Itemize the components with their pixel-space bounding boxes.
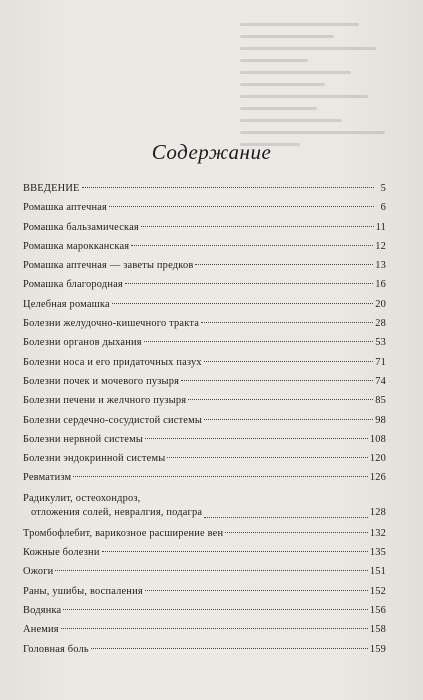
- leader-dots: [204, 361, 373, 362]
- toc-entry: [23, 353, 386, 372]
- entry-page: 132: [369, 527, 386, 539]
- leader-dots: [73, 476, 368, 477]
- toc-entry: [23, 411, 386, 430]
- toc-entry: [23, 562, 386, 581]
- leader-dots: [144, 341, 373, 342]
- entry-page: 108: [369, 433, 386, 445]
- entry-page: 5: [380, 183, 386, 194]
- leader-dots: [63, 609, 367, 610]
- entry-page: 16: [375, 279, 386, 291]
- entry-page: 135: [369, 547, 386, 559]
- entry-title: Болезни носа и его придаточных пазух: [23, 356, 202, 368]
- toc-entry: [23, 543, 386, 562]
- leader-dots: [102, 551, 368, 552]
- toc-entry: [23, 295, 386, 314]
- leader-dots: [201, 322, 373, 323]
- entry-title: Ожоги: [23, 566, 54, 578]
- entry-page: 28: [375, 318, 386, 330]
- toc-entry: [23, 256, 386, 275]
- toc-entry: [23, 372, 386, 391]
- entry-page: 156: [369, 604, 386, 616]
- entry-page: 6: [380, 202, 386, 214]
- leader-dots: [82, 187, 374, 188]
- leader-dots: [131, 245, 373, 246]
- leader-dots: [91, 648, 368, 649]
- toc-entry: [23, 468, 386, 487]
- entry-title-continued: отложения солей, невралгия, подагра: [31, 507, 203, 519]
- toc-entry: [23, 488, 386, 524]
- toc-entry: [23, 620, 386, 639]
- leader-dots: [61, 628, 368, 629]
- entry-page: 158: [369, 624, 386, 636]
- entry-title: ВВЕДЕНИЕ: [23, 183, 80, 194]
- toc-entry: [23, 449, 386, 468]
- toc-entry: [23, 179, 386, 198]
- leader-dots: [195, 264, 373, 265]
- leader-dots: [204, 419, 373, 420]
- entry-page: 71: [375, 356, 386, 368]
- entry-page: 120: [369, 453, 386, 465]
- entry-title: Ромашка аптечная — заветы предков: [23, 260, 194, 272]
- toc-entry: [23, 582, 386, 601]
- entry-title: Ромашка марокканская: [23, 240, 130, 252]
- entry-page: 74: [375, 375, 386, 387]
- entry-title-multiline: [23, 492, 202, 521]
- entry-page: 152: [369, 585, 386, 597]
- entry-page: 85: [375, 395, 386, 407]
- leader-dots: [141, 226, 374, 227]
- leader-dots: [55, 570, 367, 571]
- leader-dots: [145, 590, 368, 591]
- leader-dots: [125, 283, 373, 284]
- entry-page: 11: [375, 221, 386, 233]
- toc-entry: [23, 640, 386, 659]
- leader-dots: [188, 399, 373, 400]
- entry-title: Ромашка бальзамическая: [23, 221, 139, 233]
- leader-dots: [204, 517, 368, 518]
- entry-title: Болезни почек и мочевого пузыря: [23, 375, 180, 387]
- toc-entry: [23, 275, 386, 294]
- leader-dots: [167, 457, 367, 458]
- entry-title: Болезни эндокринной системы: [23, 453, 166, 465]
- entry-title: Кожные болезни: [23, 547, 100, 559]
- toc-entry: [23, 430, 386, 449]
- page-title: Содержание: [151, 140, 272, 164]
- entry-page: 53: [375, 337, 386, 349]
- leader-dots: [112, 303, 373, 304]
- entry-title: Болезни органов дыхания: [23, 337, 142, 349]
- entry-page: 128: [369, 507, 386, 519]
- entry-page: 98: [375, 414, 386, 426]
- entry-title: Болезни печени и желчного пузыря: [23, 395, 187, 407]
- entry-title: Целебная ромашка: [23, 298, 110, 310]
- toc-entry: [23, 333, 386, 352]
- entry-page: 20: [375, 298, 386, 310]
- entry-title: Головная боль: [23, 643, 89, 655]
- toc-entry: [23, 314, 386, 333]
- toc-entry: [23, 601, 386, 620]
- entry-page: 159: [369, 643, 386, 655]
- entry-page: 151: [369, 566, 386, 578]
- leader-dots: [109, 206, 374, 207]
- entry-title: Ромашка благородная: [23, 279, 123, 291]
- leader-dots: [225, 532, 368, 533]
- entry-title: Раны, ушибы, воспаления: [23, 585, 143, 597]
- entry-title: Ромашка аптечная: [23, 202, 108, 214]
- entry-title: Радикулит, остеохондроз,: [23, 492, 141, 504]
- entry-page: 12: [375, 240, 386, 252]
- entry-title: Водянка: [23, 604, 62, 616]
- toc-entry: [23, 198, 386, 217]
- toc-entry: [23, 524, 386, 543]
- toc-entry: [23, 218, 386, 237]
- toc-entry: [23, 391, 386, 410]
- toc-entry: [23, 237, 386, 256]
- entry-title: Анемия: [23, 624, 59, 636]
- entry-page: 13: [375, 260, 386, 272]
- table-of-contents: [23, 179, 386, 659]
- entry-title: Тромбофлебит, варикозное расширение вен: [23, 527, 224, 539]
- entry-title: Болезни нервной системы: [23, 433, 144, 445]
- leader-dots: [145, 438, 368, 439]
- entry-title: Болезни сердечно-сосудистой системы: [23, 414, 203, 426]
- entry-title: Болезни желудочно-кишечного тракта: [23, 318, 200, 330]
- entry-title: Ревматизм: [23, 472, 72, 484]
- entry-page: 126: [369, 472, 386, 484]
- leader-dots: [181, 380, 373, 381]
